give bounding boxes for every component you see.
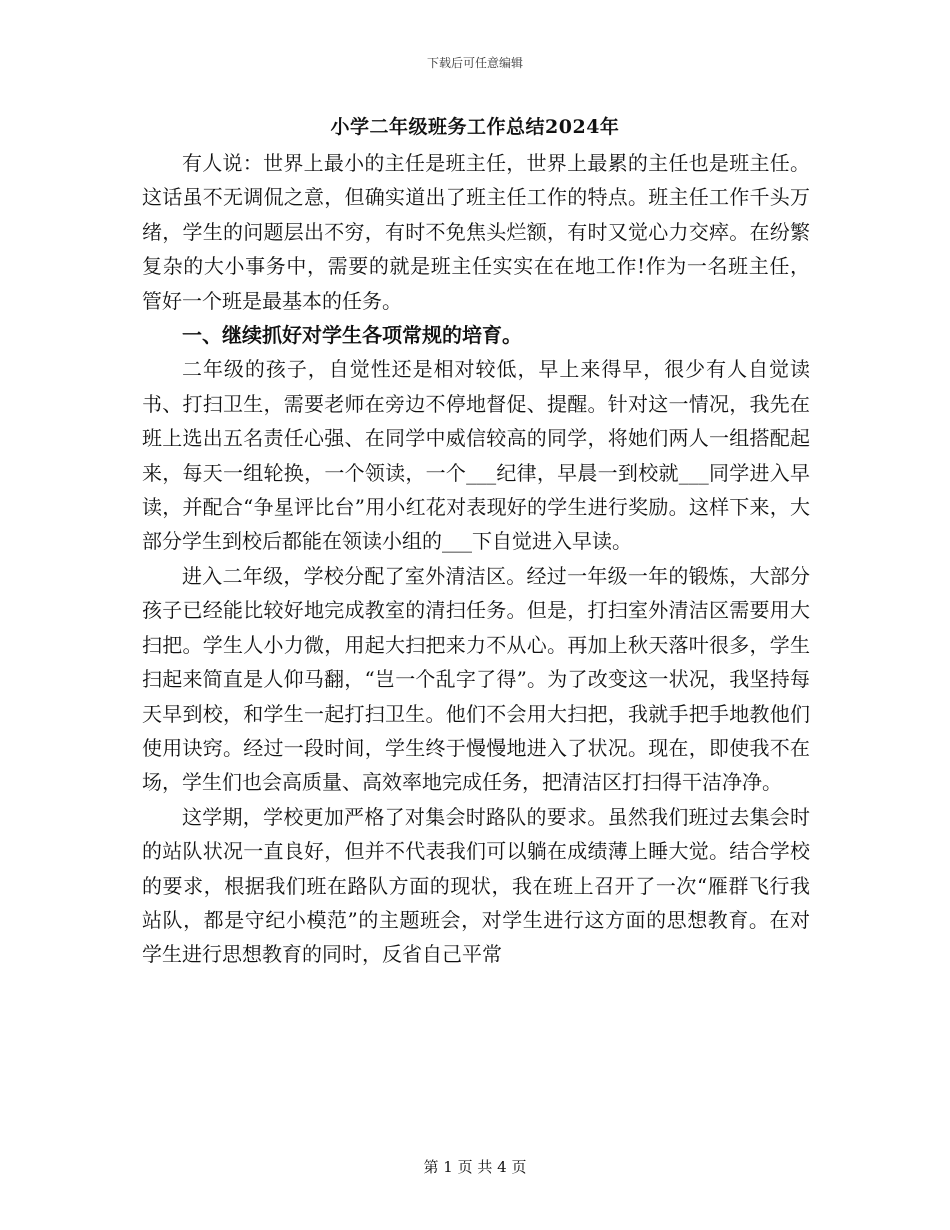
- document-body: [142, 146, 810, 972]
- paragraph-morning-reading: 二年级的孩子，自觉性还是相对较低，早上来得早，很少有人自觉读书、打扫卫生，需要老师在旁边不停地督促、提醒。针对这一情况，我先在班上选出五名责任心强、在同学中威信较高的同学，将她们两人一组搭配起来，每天一组轮换，一个领读，一个___纪律，早晨一到校就___同学进入早读，并配合“争星评比台”用小红花对表现好的学生进行奖励。这样下来，大部分学生到校后都能在领读小组的___下自觉进入早读。: [142, 357, 810, 554]
- paragraph-assembly-queue: 这学期，学校更加严格了对集会时路队的要求。虽然我们班过去集会时的站队状况一直良好，但并不代表我们可以躺在成绩薄上睡大觉。结合学校的要求，根据我们班在路队方面的现状，我在班上召开了一次“雁群飞行我站队，都是守纪小模范”的主题班会，对学生进行这方面的思想教育。在对学生进行思想教育的同时，反省自己平常: [142, 804, 810, 967]
- document-title: 小学二年级班务工作总结2024年: [330, 116, 620, 138]
- paragraph-intro: 有人说：世界上最小的主任是班主任，世界上最累的主任也是班主任。这话虽不无调侃之意，但确实道出了班主任工作的特点。班主任工作千头万绪，学生的问题层出不穷，有时不免焦头烂额，有时又觉心力交瘁。在纷繁复杂的大小事务中，需要的就是班主任实实在在地工作!作为一名班主任，管好一个班是最基本的任务。: [142, 151, 810, 313]
- section-heading: 一、继续抓好对学生各项常规的培育。: [182, 323, 522, 348]
- paragraph-cleaning: 进入二年级，学校分配了室外清洁区。经过一年级一年的锻炼，大部分孩子已经能比较好地完成教室的清扫任务。但是，打扫室外清洁区需要用大扫把。学生人小力微，用起大扫把来力不从心。再加上秋天落叶很多，学生扫起来简直是人仰马翻，“岂一个乱字了得”。为了改变这一状况，我坚持每天早到校，和学生一起打扫卫生。他们不会用大扫把，我就手把手地教他们使用诀窍。经过一段时间，学生终于慢慢地进入了状况。现在，即使我不在场，学生们也会高质量、高效率地完成任务，把清洁区打扫得干洁净净。: [142, 563, 810, 795]
- header-note: 下载后可任意编辑: [426, 56, 523, 70]
- page-number: 第 1 页 共 4 页: [423, 1158, 527, 1176]
